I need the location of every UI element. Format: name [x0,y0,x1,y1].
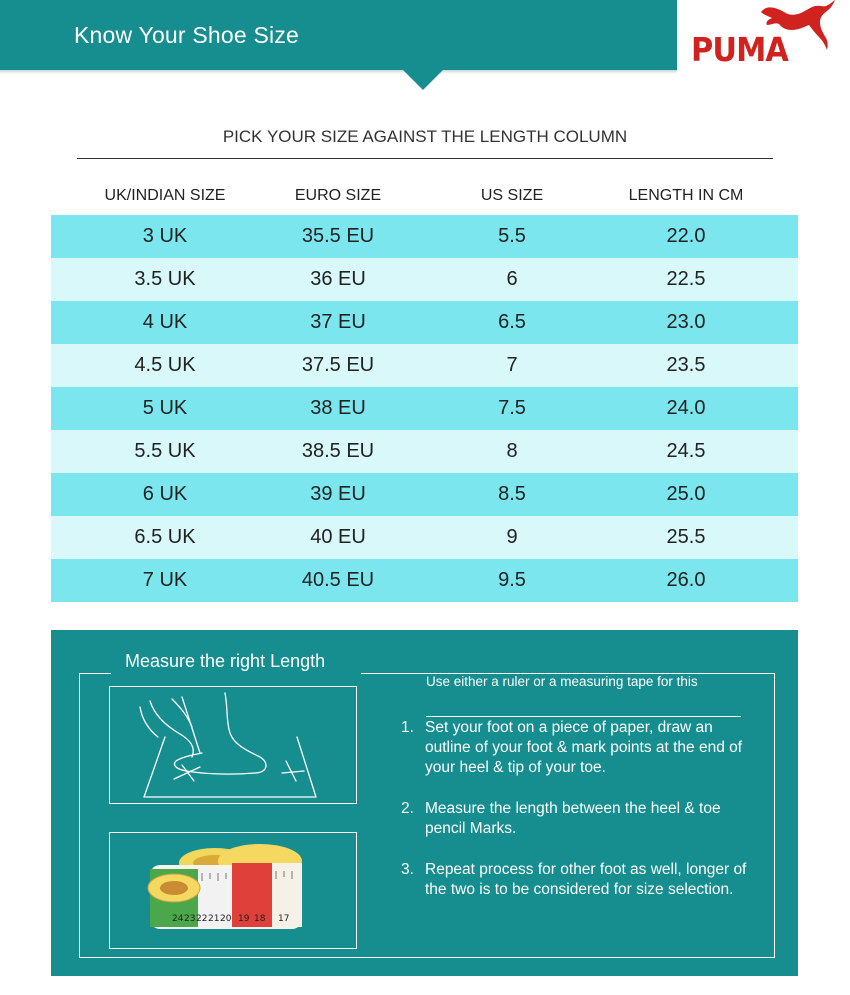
length-cell: 22.5 [666,268,706,290]
tool-note: Use either a ruler or a measuring tape for this [426,674,698,689]
us-size-cell: 8.5 [498,483,526,505]
table-row [51,473,798,516]
tape-mark: 20 [220,914,232,924]
us-size-cell: 5.5 [498,225,526,247]
tape-mark: 17 [278,914,290,924]
list-item [401,718,751,778]
length-cell: 24.0 [666,397,706,419]
table-row [51,559,798,602]
measuring-tape-illustration [109,832,357,949]
table-row [51,344,798,387]
table-row [51,516,798,559]
measure-panel [51,630,798,976]
brand-logo [677,0,850,72]
euro-size-cell: 36 EU [310,268,366,290]
tape-mark: 22 [196,914,208,924]
us-size-cell: 8 [506,440,518,462]
tape-mark: 19 [238,914,250,924]
us-size-cell: 7.5 [498,397,526,419]
uk-size-cell: 7 UK [142,569,188,591]
uk-size-cell: 6.5 UK [134,526,196,548]
length-cell: 26.0 [666,569,706,591]
tape-mark: 23 [184,914,196,924]
euro-size-cell: 37.5 EU [301,354,375,376]
column-header-length: LENGTH IN CM [628,187,744,204]
euro-size-cell: 40 EU [310,526,366,548]
step-number: 3. [401,861,414,878]
table-row [51,387,798,430]
length-cell: 23.0 [666,311,706,333]
foot-tracing-illustration [109,686,357,804]
brand-wordmark: PUMA [691,30,788,69]
step-number: 1. [401,719,414,736]
uk-size-cell: 4 UK [142,311,188,333]
instruction-steps [401,718,751,921]
length-cell: 24.5 [666,440,706,462]
measure-title: Measure the right Length [125,651,326,671]
step-text: Repeat process for other foot as well, longer of the two is to be considered for size selection. [425,861,747,898]
foot-outline-icon [110,687,356,803]
uk-size-cell: 3 UK [142,225,188,247]
tape-mark: 24 [172,914,184,924]
step-text: Set your foot on a piece of paper, draw an outline of your foot & mark points at the end of your heel & tip of your toe. [425,719,743,776]
euro-size-cell: 38 EU [310,397,366,419]
uk-size-cell: 6 UK [142,483,188,505]
length-cell: 23.5 [666,354,706,376]
step-number: 2. [401,800,414,817]
step-text: Measure the length between the heel & toe pencil Marks. [425,800,721,837]
us-size-cell: 9.5 [498,569,526,591]
euro-size-cell: 39 EU [310,483,366,505]
table-row [51,258,798,301]
header-shadow [0,70,677,74]
column-header-uk: UK/INDIAN SIZE [104,187,226,204]
length-cell: 22.0 [666,225,706,247]
uk-size-cell: 5 UK [142,397,188,419]
page-title: Know Your Shoe Size [74,22,300,48]
measuring-tape-icon [110,833,356,948]
uk-size-cell: 3.5 UK [134,268,196,290]
list-item [401,799,751,839]
size-table [51,215,798,602]
header-notch [401,68,445,90]
table-row [51,215,798,258]
column-header-us: US SIZE [480,187,544,204]
euro-size-cell: 40.5 EU [301,569,375,591]
table-instruction: PICK YOUR SIZE AGAINST THE LENGTH COLUMN [222,127,628,146]
list-item [401,860,751,900]
tape-mark: 18 [254,914,266,924]
length-cell: 25.0 [666,483,706,505]
euro-size-cell: 38.5 EU [301,440,375,462]
euro-size-cell: 37 EU [310,311,366,333]
uk-size-cell: 5.5 UK [134,440,196,462]
divider [77,158,773,159]
us-size-cell: 6.5 [498,311,526,333]
column-header-euro: EURO SIZE [294,187,382,204]
euro-size-cell: 35.5 EU [301,225,375,247]
tape-mark: 21 [208,914,220,924]
length-cell: 25.5 [666,526,706,548]
us-size-cell: 7 [506,354,518,376]
table-row [51,430,798,473]
us-size-cell: 9 [506,526,518,548]
table-row [51,301,798,344]
us-size-cell: 6 [506,268,518,290]
uk-size-cell: 4.5 UK [134,354,196,376]
note-divider [426,716,741,717]
